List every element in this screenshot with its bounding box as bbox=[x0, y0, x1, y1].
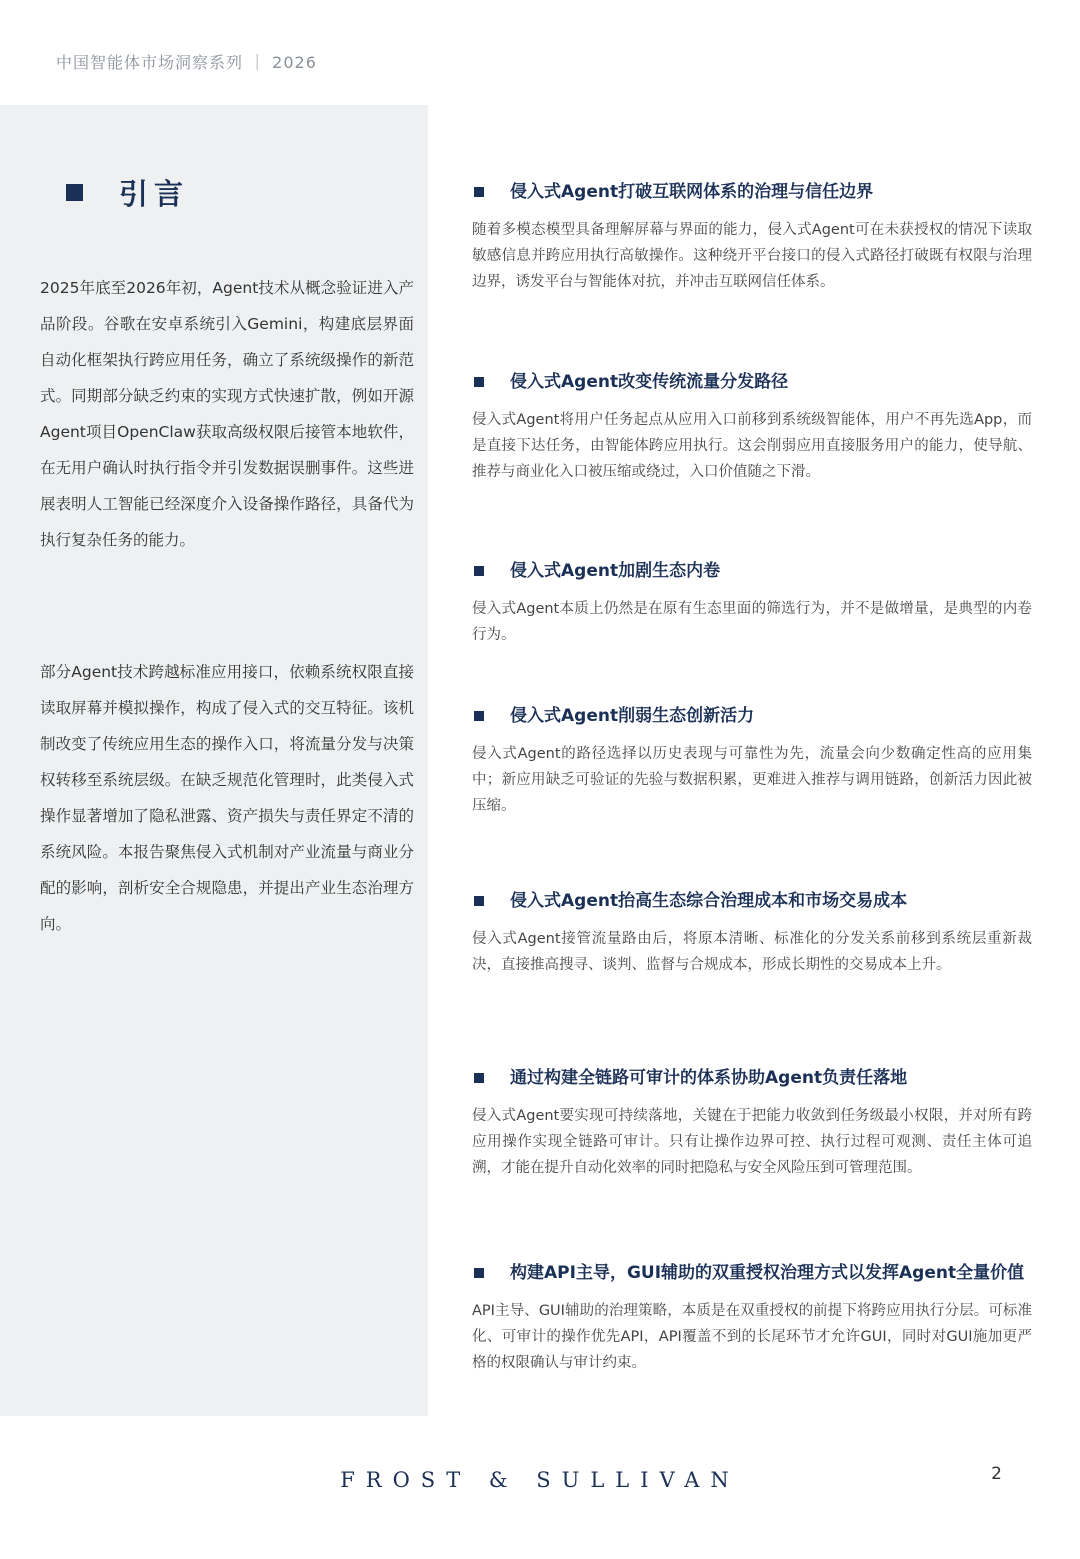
section-heading bbox=[472, 702, 1032, 730]
page-number: 2 bbox=[991, 1464, 1002, 1484]
intro-paragraph-2: 部分Agent技术跨越标准应用接口，依赖系统权限直接读取屏幕并模拟操作，构成了侵入式的交互特征。该机制改变了传统应用生态的操作入口，将流量分发与决策权转移至系统层级。在缺乏规范化管理时，此类侵入式操作显著增加了隐私泄露、资产损失与责任界定不清的系统风险。本报告聚焦侵入式机制对产业流量与商业分配的影响，剖析安全合规隐患，并提出产业生态治理方向。 bbox=[40, 663, 414, 933]
intro-heading bbox=[66, 172, 189, 212]
section-title: 构建API主导，GUI辅助的双重授权治理方式以发挥Agent全量价值 bbox=[510, 1263, 1025, 1283]
square-bullet-icon bbox=[474, 566, 484, 576]
section-governance-cost bbox=[472, 887, 1032, 978]
section-title: 侵入式Agent打破互联网体系的治理与信任边界 bbox=[510, 182, 874, 202]
section-dual-authorization bbox=[472, 1259, 1032, 1376]
section-ecosystem-involution bbox=[472, 557, 1032, 648]
section-innovation-vitality bbox=[472, 702, 1032, 819]
section-title: 侵入式Agent改变传统流量分发路径 bbox=[510, 372, 789, 392]
square-bullet-icon bbox=[474, 377, 484, 387]
section-body: 侵入式Agent本质上仍然是在原有生态里面的筛选行为，并不是做增量，是典型的内卷行为。 bbox=[472, 601, 1032, 643]
section-heading bbox=[472, 178, 1032, 206]
section-body: 侵入式Agent接管流量路由后，将原本清晰、标准化的分发关系前移到系统层重新裁决，直接推高搜寻、谈判、监督与合规成本，形成长期性的交易成本上升。 bbox=[472, 931, 1032, 973]
section-auditable-chain bbox=[472, 1064, 1032, 1181]
intro-paragraph-1: 2025年底至2026年初，Agent技术从概念验证进入产品阶段。谷歌在安卓系统引入Gemini，构建底层界面自动化框架执行跨应用任务，确立了系统级操作的新范式。同期部分缺乏约束的实现方式快速扩散，例如开源Agent项目OpenClaw获取高级权限后接管本地软件，在无用户确认时执行指令并引发数据误删事件。这些进展表明人工智能已经深度介入设备操作路径，具备代为执行复杂任务的能力。 bbox=[40, 279, 414, 549]
section-traffic-distribution bbox=[472, 368, 1032, 485]
square-bullet-icon bbox=[474, 1073, 484, 1083]
section-body: API主导、GUI辅助的治理策略，本质是在双重授权的前提下将跨应用执行分层。可标准化、可审计的操作优先API，API覆盖不到的长尾环节才允许GUI，同时对GUI施加更严格的权限确认与审计约束。 bbox=[472, 1303, 1032, 1371]
intro-title: 引言 bbox=[119, 176, 190, 211]
frost-sullivan-logo: FROST & SULLIVAN bbox=[340, 1468, 740, 1492]
square-bullet-icon bbox=[66, 184, 83, 201]
section-title: 侵入式Agent抬高生态综合治理成本和市场交易成本 bbox=[510, 891, 908, 911]
square-bullet-icon bbox=[474, 896, 484, 906]
section-body: 侵入式Agent将用户任务起点从应用入口前移到系统级智能体，用户不再先选App，而是直接下达任务，由智能体跨应用执行。这会削弱应用直接服务用户的能力，使导航、推荐与商业化入口被压缩或绕过，入口价值随之下滑。 bbox=[472, 412, 1032, 480]
section-body: 随着多模态模型具备理解屏幕与界面的能力，侵入式Agent可在未获授权的情况下读取敏感信息并跨应用执行高敏操作。这种绕开平台接口的侵入式路径打破既有权限与治理边界，诱发平台与智能体对抗，并冲击互联网信任体系。 bbox=[472, 222, 1032, 290]
section-heading bbox=[472, 557, 1032, 585]
square-bullet-icon bbox=[474, 1268, 484, 1278]
report-series-header: 中国智能体市场洞察系列 ｜ 2026 bbox=[56, 53, 317, 72]
square-bullet-icon bbox=[474, 711, 484, 721]
square-bullet-icon bbox=[474, 187, 484, 197]
section-title: 侵入式Agent加剧生态内卷 bbox=[510, 561, 721, 581]
section-body: 侵入式Agent的路径选择以历史表现与可靠性为先，流量会向少数确定性高的应用集中；新应用缺乏可验证的先验与数据积累，更难进入推荐与调用链路，创新活力因此被压缩。 bbox=[472, 746, 1032, 814]
section-trust-boundary bbox=[472, 178, 1032, 295]
section-heading bbox=[472, 1064, 1032, 1092]
section-heading bbox=[472, 1259, 1032, 1287]
section-title: 侵入式Agent削弱生态创新活力 bbox=[510, 706, 755, 726]
section-body: 侵入式Agent要实现可持续落地，关键在于把能力收敛到任务级最小权限，并对所有跨应用操作实现全链路可审计。只有让操作边界可控、执行过程可观测、责任主体可追溯，才能在提升自动化效率的同时把隐私与安全风险压到可管理范围。 bbox=[472, 1108, 1032, 1176]
section-title: 通过构建全链路可审计的体系协助Agent负责任落地 bbox=[510, 1068, 908, 1088]
section-heading bbox=[472, 368, 1032, 396]
section-heading bbox=[472, 887, 1032, 915]
